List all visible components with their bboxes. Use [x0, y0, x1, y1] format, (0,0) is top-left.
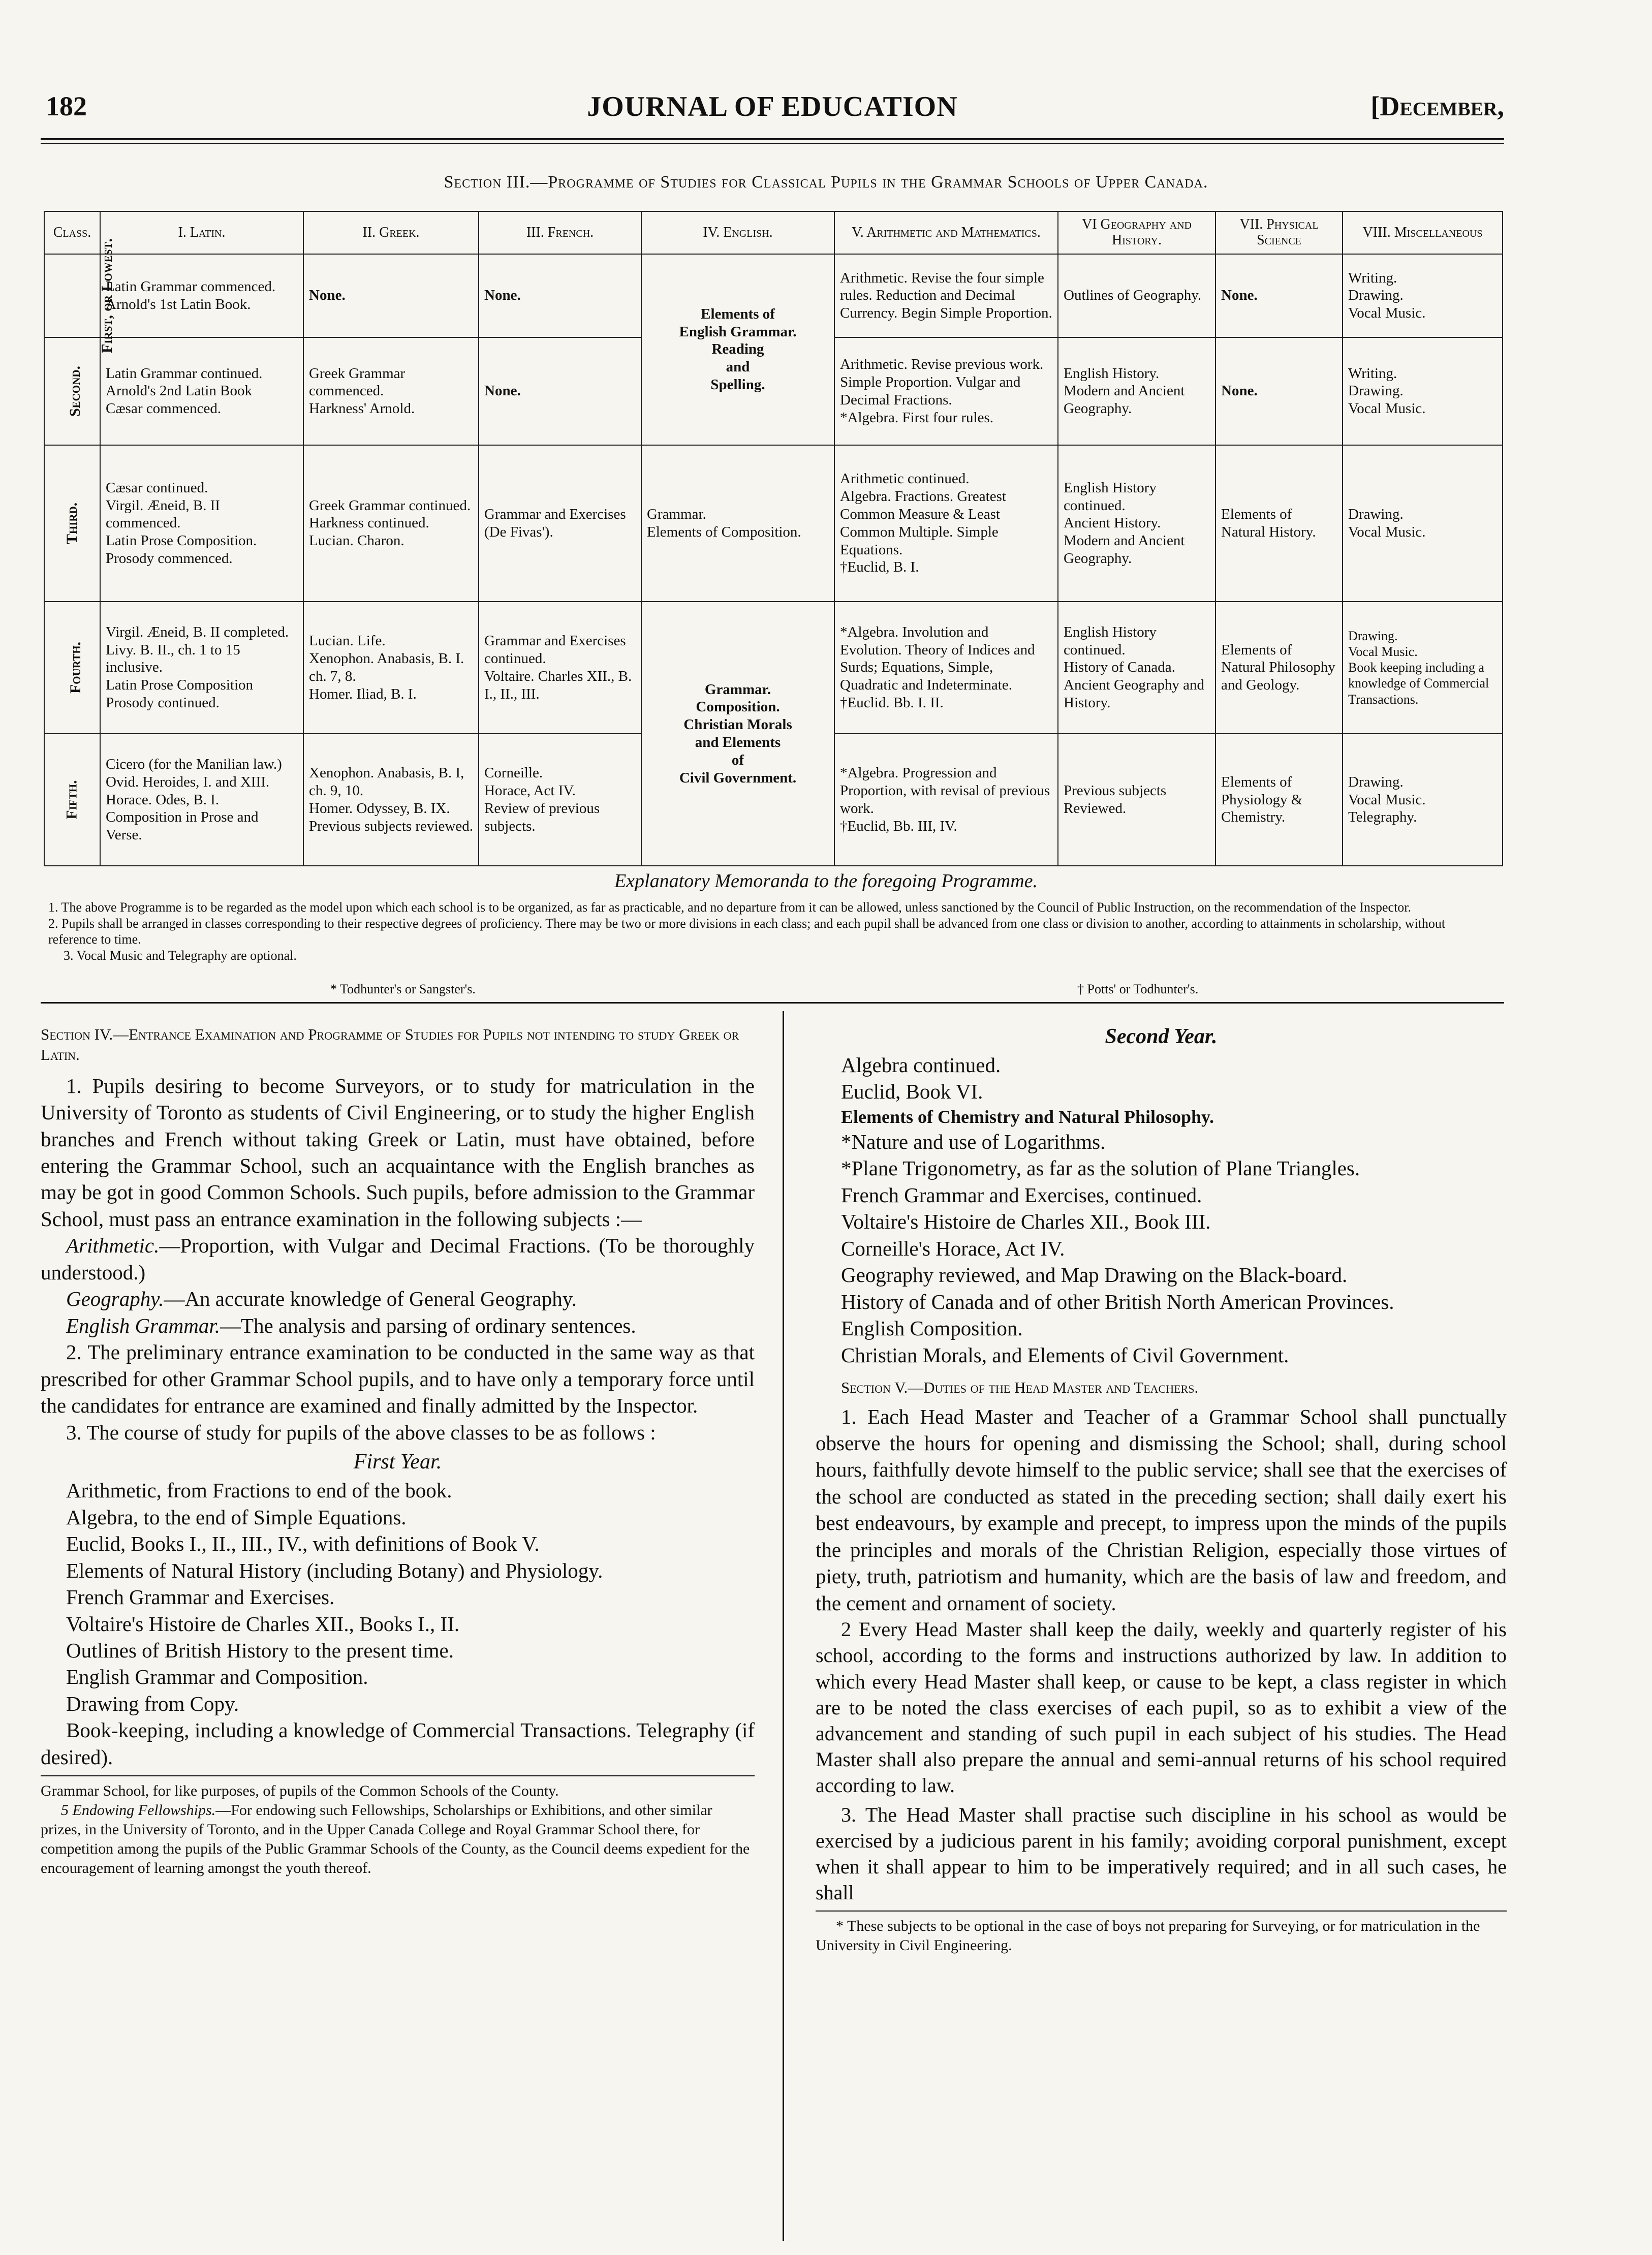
first-year-item: French Grammar and Exercises. — [66, 1585, 335, 1609]
first-year-item: Drawing from Copy. — [66, 1692, 239, 1715]
left-column — [41, 1016, 755, 1877]
second-year-item: History of Canada and of other British North American Provinces. — [841, 1290, 1394, 1313]
greek-cell: Greek Grammar commenced. Harkness' Arnold. — [303, 337, 479, 445]
arith-label: Arithmetic. — [66, 1234, 160, 1258]
geography-cell: Outlines of Geography. — [1058, 254, 1215, 337]
memoranda-title: Explanatory Memoranda to the foregoing Programme. — [614, 870, 1038, 892]
latin-cell: Latin Grammar commenced. Arnold's 1st Latin Book. — [100, 254, 303, 337]
right-column — [816, 1016, 1507, 1955]
class-cell — [44, 337, 100, 445]
col-header-math: V. Arithmetic and Mathematics. — [834, 211, 1058, 254]
greek-cell: Greek Grammar continued. Harkness continued. Lucian. Charon. — [303, 445, 479, 602]
greek-cell: None. — [303, 254, 479, 337]
memo-note: 3. Vocal Music and Telegraphy are optional. — [64, 948, 297, 963]
second-year-item: English Composition. — [841, 1317, 1023, 1340]
first-year-item: English Grammar and Composition. — [66, 1665, 368, 1689]
page-header — [41, 86, 1504, 127]
first-year-item: Voltaire's Histoire de Charles XII., Books I., II. — [66, 1612, 460, 1636]
col-header-miscellaneous: VIII. Miscellaneous — [1343, 211, 1503, 254]
math-cell: *Algebra. Involution and Evolution. Theory of Indices and Surds; Equations, Simple, Quadratic and Indeterminate. †Euclid. Bb. I. II. — [834, 602, 1058, 734]
french-cell: Corneille. Horace, Act IV. Review of previous subjects. — [479, 734, 641, 866]
column-divider — [783, 1011, 784, 2241]
second-year-item: French Grammar and Exercises, continued. — [841, 1183, 1202, 1207]
section3-title: Section III.—Programme of Studies for Classical Pupils in the Grammar Schools of Upper Canada. — [444, 173, 1208, 192]
table-row — [44, 445, 1503, 602]
latin-cell: Cæsar continued. Virgil. Æneid, B. II commenced. Latin Prose Composition. Prosody commenced. — [100, 445, 303, 602]
memo-note: 2. Pupils shall be arranged in classes corresponding to their respective degrees of proficiency. There may be two or more divisions in each class; and each pupil shall be advanced from one class or division to another, according to attainments in scholarship, without reference to time. — [48, 916, 1446, 947]
class-label: Third. — [63, 502, 80, 544]
section5-para1: 1. Each Head Master and Teacher of a Grammar School shall punctually observe the hours for opening and dismissing the School; shall, during school hours, faithfully devote himself to the public service; shall see that the exercises of the school are conducted as stated in the preceding section; shall daily exert his best endeavours, by example and precept, to impress upon the minds of the pupils the principles and morals of the Christian Religion, especially those virtues of piety, truth, patriotism and humanity, which are the basis of law and freedom, and the cement and ornament of society. — [816, 1404, 1507, 1615]
class-cell — [44, 238, 115, 353]
fellowships-text: —For endowing such Fellowships, Scholarships or Exhibitions, and other similar prizes, in the University of Toronto, and in the Upper Canada College and Royal Grammar School there, for competition among the pupils of the Public Grammar Schools of the County, as the Council deems expedient for the encouragement of learning amongst the youth thereof. — [41, 1802, 750, 1876]
table-row — [44, 602, 1503, 734]
first-year-item: Outlines of British History to the present time. — [66, 1638, 454, 1662]
section4-para3: 3. The course of study for pupils of the above classes to be as follows : — [66, 1420, 656, 1444]
journal-title: JOURNAL OF EDUCATION — [587, 91, 958, 122]
memo-footnote-asterisk: * Todhunter's or Sangster's. — [330, 982, 476, 996]
entrance-english — [41, 1312, 755, 1339]
latin-cell: Virgil. Æneid, B. II completed. Livy. B. II., ch. 1 to 15 inclusive. Latin Prose Composition Prosody continued. — [100, 602, 303, 734]
section5-para3: 3. The Head Master shall practise such discipline in his school as would be exercised by a judicious parent in his family; avoiding corporal punishment, except when it shall appear to him to be imperatively required; and in all such cases, he shall — [816, 1803, 1507, 1904]
english-cell-merged: Elements of English Grammar. Reading and Spelling. — [641, 254, 834, 445]
math-cell: Arithmetic continued. Algebra. Fractions. Greatest Common Measure & Least Common Multiple. Simple Equations. †Euclid, B. I. — [834, 445, 1058, 602]
entrance-arithmetic — [41, 1232, 755, 1286]
eng-text: —The analysis and parsing of ordinary sentences. — [220, 1313, 636, 1337]
second-year-item: Algebra continued. — [841, 1053, 1001, 1077]
table-header-row — [44, 211, 1503, 254]
physical-cell: Elements of Physiology & Chemistry. — [1215, 734, 1343, 866]
misc-cell: Drawing. Vocal Music. Book keeping including a knowledge of Commercial Transactions. — [1343, 602, 1503, 734]
class-cell — [44, 734, 100, 866]
english-cell: Grammar. Elements of Composition. — [641, 445, 834, 602]
geo-label: Geography. — [66, 1287, 164, 1311]
second-year-item: *Plane Trigonometry, as far as the solution of Plane Triangles. — [841, 1156, 1360, 1180]
fellowships-label: 5 Endowing Fellowships. — [61, 1802, 216, 1819]
section4-para1: 1. Pupils desiring to become Surveyors, or to study for matriculation in the University of Toronto as students of Civil Engineering, or to study the higher English branches and French without taking Greek or Latin, must have obtained, before entering the Grammar School, such an acquaintance with the English branches as may be got in good Common Schools. Such pupils, before admission to the Grammar School, must pass an entrance examination in the following subjects :— — [41, 1074, 755, 1231]
class-label: Fifth. — [63, 780, 80, 820]
memo-rule — [41, 1002, 1504, 1004]
section4-heading: Section IV.—Entrance Examination and Programme of Studies for Pupils not intending to study Greek or Latin. — [41, 1025, 739, 1064]
geography-cell: English History. Modern and Ancient Geography. — [1058, 337, 1215, 445]
french-cell: None. — [479, 337, 641, 445]
class-label: Fourth. — [67, 641, 84, 694]
arith-text: —Proportion, with Vulgar and Decimal Fractions. (To be thoroughly understood.) — [41, 1234, 755, 1284]
second-year-item: Corneille's Horace, Act IV. — [841, 1236, 1065, 1260]
physical-cell: None. — [1215, 337, 1343, 445]
section5-para2: 2 Every Head Master shall keep the daily, weekly and quarterly register of his school, according to the forms and instructions authorized by law. In addition to which every Head Master shall keep, or cause to be kept, a class register in which are to be noted the class exercises of each pupil, so as to exhibit a view of the advancement and standing of such pupil in each subject of his studies. The Head Master shall also prepare the annual and semi-annual returns of his school required according to law. — [816, 1618, 1507, 1797]
class-label: First, or Lowest. — [98, 238, 115, 353]
geography-cell: Previous subjects Reviewed. — [1058, 734, 1215, 866]
col-header-latin: I. Latin. — [100, 211, 303, 254]
latin-cell: Latin Grammar continued. Arnold's 2nd Latin Book Cæsar commenced. — [100, 337, 303, 445]
geo-text: —An accurate knowledge of General Geography. — [164, 1287, 577, 1311]
entrance-geography — [41, 1286, 755, 1312]
class-cell — [44, 445, 100, 602]
first-year-item: Euclid, Books I., II., III., IV., with definitions of Book V. — [66, 1532, 540, 1556]
eng-label: English Grammar. — [66, 1313, 220, 1337]
footnote-fellowships — [41, 1801, 755, 1877]
second-year-item: Christian Morals, and Elements of Civil Government. — [841, 1343, 1289, 1367]
greek-cell: Xenophon. Anabasis, B. I, ch. 9, 10. Homer. Odyssey, B. IX. Previous subjects reviewed. — [303, 734, 479, 866]
math-cell: *Algebra. Progression and Proportion, with revisal of previous work. †Euclid, Bb. III, IV. — [834, 734, 1058, 866]
second-year-item: Euclid, Book VI. — [841, 1080, 983, 1104]
header-rule — [41, 138, 1504, 140]
first-year-item: Elements of Natural History (including Botany) and Physiology. — [66, 1558, 603, 1582]
math-cell: Arithmetic. Revise previous work. Simple Proportion. Vulgar and Decimal Fractions. *Algebra. First four rules. — [834, 337, 1058, 445]
first-year-item: Arithmetic, from Fractions to end of the book. — [66, 1479, 452, 1502]
second-year-title: Second Year. — [1105, 1025, 1218, 1048]
col-header-french: III. French. — [479, 211, 641, 254]
class-label: Second. — [67, 365, 84, 417]
misc-cell: Drawing. Vocal Music. Telegraphy. — [1343, 734, 1503, 866]
programme-table — [44, 211, 1503, 866]
memoranda-notes — [48, 899, 1497, 964]
geography-cell: English History continued. Ancient History. Modern and Ancient Geography. — [1058, 445, 1215, 602]
misc-cell: Drawing. Vocal Music. — [1343, 445, 1503, 602]
physical-cell: Elements of Natural History. — [1215, 445, 1343, 602]
col-header-geography: VI Geography and History. — [1058, 211, 1215, 254]
memo-footnote-dagger: † Potts' or Todhunter's. — [1077, 982, 1199, 996]
english-cell-merged: Grammar. Composition. Christian Morals and Elements of Civil Government. — [641, 602, 834, 866]
table-row — [44, 254, 1503, 337]
first-year-title: First Year. — [353, 1450, 442, 1474]
first-year-item: Book-keeping, including a knowledge of Commercial Transactions. Telegraphy (if desired). — [41, 1718, 755, 1769]
section4-para2: 2. The preliminary entrance examination to be conducted in the same way as that prescribed for other Grammar School pupils, and to have only a temporary force until the candidates for entrance are examined and finally admitted by the Inspector. — [41, 1340, 755, 1418]
second-year-item: Geography reviewed, and Map Drawing on the Black-board. — [841, 1263, 1348, 1287]
col-header-english: IV. English. — [641, 211, 834, 254]
section5-heading: Section V.—Duties of the Head Master and Teachers. — [841, 1379, 1199, 1397]
memo-note: 1. The above Programme is to be regarded as the model upon which each school is to be organized, as far as practicable, and no departure from it can be allowed, unless sanctioned by the Council of Public Instruction, on the recommendation of the Inspector. — [48, 900, 1412, 915]
col-header-greek: II. Greek. — [303, 211, 479, 254]
page-number: 182 — [46, 91, 87, 121]
footnote-rule — [816, 1911, 1507, 1912]
misc-cell: Writing. Drawing. Vocal Music. — [1343, 337, 1503, 445]
header-month: [December, — [1370, 91, 1504, 121]
greek-cell: Lucian. Life. Xenophon. Anabasis, B. I. ch. 7, 8. Homer. Iliad, B. I. — [303, 602, 479, 734]
math-cell: Arithmetic. Revise the four simple rules. Reduction and Decimal Currency. Begin Simple Proportion. — [834, 254, 1058, 337]
footnote-optional-subjects: * These subjects to be optional in the case of boys not preparing for Surveying, or for matriculation in the University in Civil Engineering. — [816, 1918, 1480, 1954]
col-header-physical-science: VII. Physical Science — [1215, 211, 1343, 254]
misc-cell: Writing. Drawing. Vocal Music. — [1343, 254, 1503, 337]
latin-cell: Cicero (for the Manilian law.) Ovid. Heroides, I. and XIII. Horace. Odes, B. I. Composition in Prose and Verse. — [100, 734, 303, 866]
footnote-grammar-school: Grammar School, for like purposes, of pupils of the Common Schools of the County. — [41, 1782, 559, 1800]
footnote-rule — [41, 1775, 755, 1776]
class-cell — [44, 602, 100, 734]
second-year-item: *Nature and use of Logarithms. — [841, 1130, 1106, 1154]
first-year-item: Algebra, to the end of Simple Equations. — [66, 1505, 407, 1529]
french-cell: Grammar and Exercises continued. Voltaire. Charles XII., B. I., II., III. — [479, 602, 641, 734]
second-year-item: Elements of Chemistry and Natural Philosophy. — [841, 1106, 1214, 1127]
french-cell: None. — [479, 254, 641, 337]
physical-cell: None. — [1215, 254, 1343, 337]
french-cell: Grammar and Exercises (De Fivas'). — [479, 445, 641, 602]
physical-cell: Elements of Natural Philosophy and Geology. — [1215, 602, 1343, 734]
col-header-class: Class. — [44, 211, 100, 254]
geography-cell: English History continued. History of Canada. Ancient Geography and History. — [1058, 602, 1215, 734]
header-rule-thin — [41, 143, 1504, 144]
second-year-item: Voltaire's Histoire de Charles XII., Book III. — [841, 1210, 1211, 1234]
